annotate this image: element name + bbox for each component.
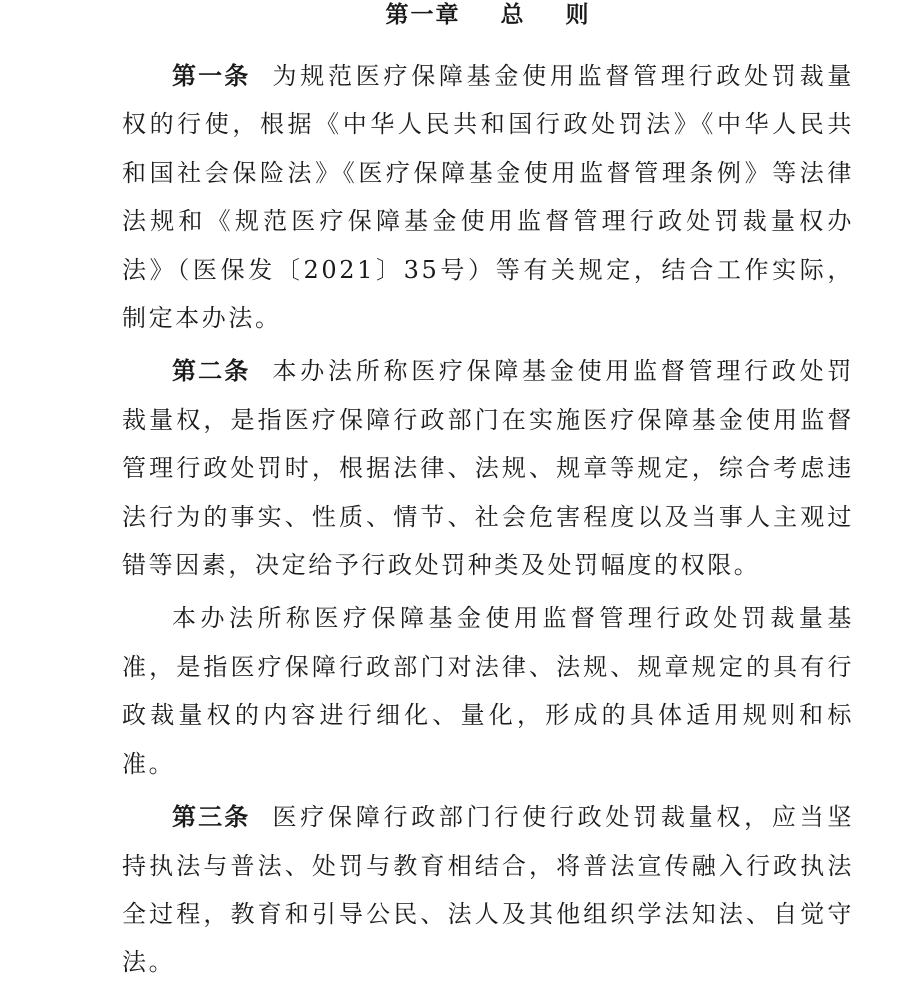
chapter-title: 第一章 总 则 <box>385 2 591 28</box>
article-1 <box>122 52 854 342</box>
article-text: 为规范医疗保障基金使用监督管理行政处罚裁量权的行使，根据《中华人民共和国行政处罚法》《中华人民共和国社会保险法》《医疗保障基金使用监督管理条例》等法律法规和《规范医疗保障基金使用监督管理行政处罚裁量权办法》（医保发〔2021〕35号）等有关规定，结合工作实际，制定本办法。 <box>122 62 854 333</box>
article-label: 第三条 <box>172 803 251 832</box>
article-text: 本办法所称医疗保障基金使用监督管理行政处罚裁量权，是指医疗保障行政部门在实施医疗保障基金使用监督管理行政处罚时，根据法律、法规、规章等规定，综合考虑违法行为的事实、性质、情节、社会危害程度以及当事人主观过错等因素，决定给予行政处罚种类及处罚幅度的权限。 <box>122 357 854 580</box>
article-text: 医疗保障行政部门行使行政处罚裁量权，应当坚持执法与普法、处罚与教育相结合，将普法宣传融入行政执法全过程，教育和引导公民、法人及其他组织学法知法、自觉守法。 <box>122 803 854 977</box>
article-label: 第二条 <box>172 357 251 386</box>
article-label: 第一条 <box>172 62 251 90</box>
article-2-paragraph-2 <box>122 594 854 788</box>
article-3 <box>122 793 854 987</box>
article-2 <box>122 347 854 589</box>
document-page <box>122 0 854 987</box>
article-text: 本办法所称医疗保障基金使用监督管理行政处罚裁量基准，是指医疗保障行政部门对法律、法规、规章规定的具有行政裁量权的内容进行细化、量化，形成的具体适用规则和标准。 <box>122 604 854 778</box>
